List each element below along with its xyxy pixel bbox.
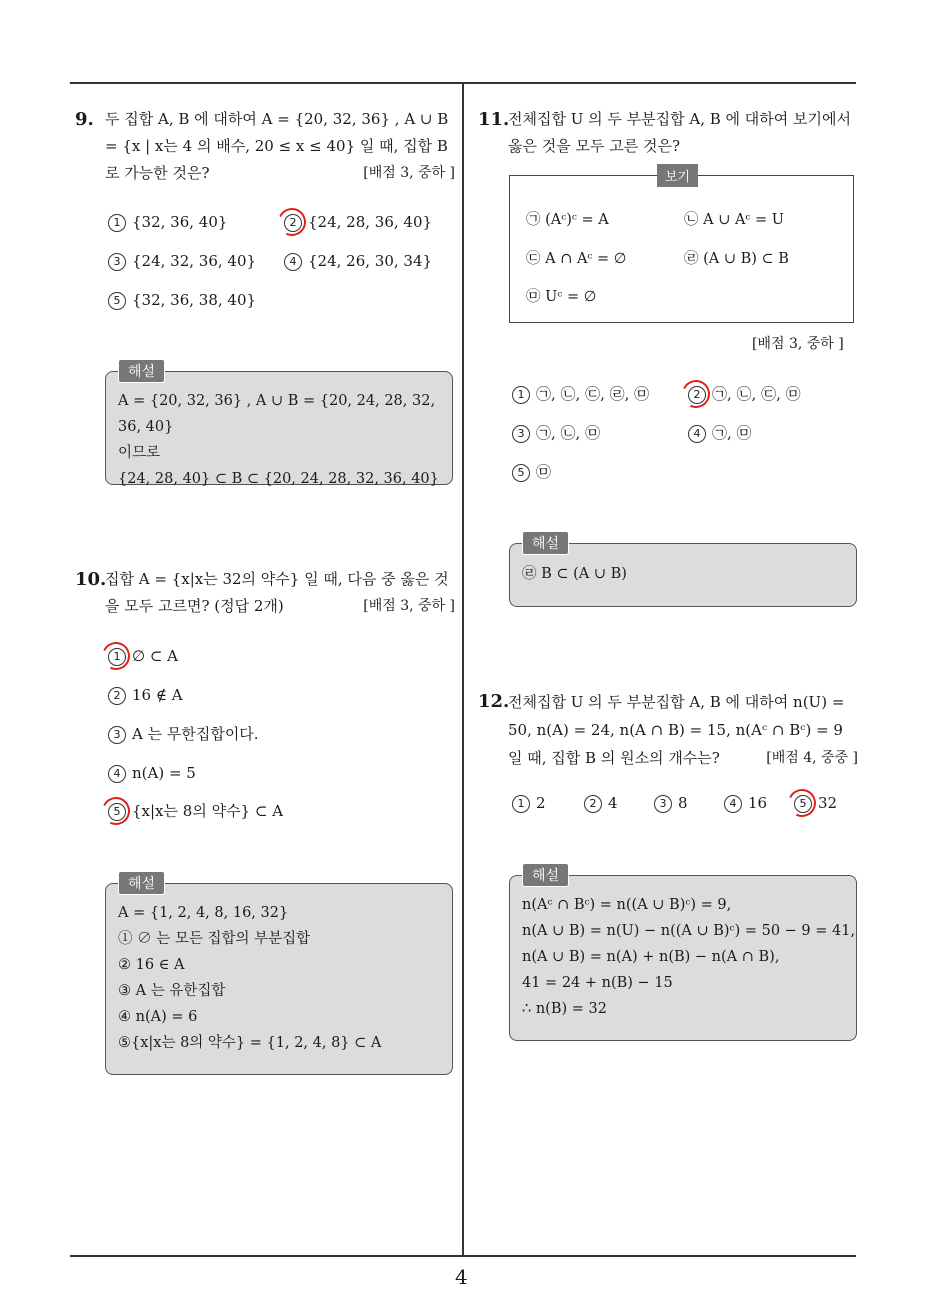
choice-text: ㉠, ㉡, ㉢, ㉤ [712, 385, 801, 403]
explanation-line: n(Aᶜ ∩ Bᶜ) = n((A ∪ B)ᶜ) = 9, [522, 897, 732, 913]
explanation-line: n(A ∪ B) = n(A) + n(B) − n(A ∩ B), [522, 949, 780, 965]
column-divider [462, 82, 464, 1256]
choice-text: 32 [818, 794, 838, 812]
bogi-box [509, 175, 854, 323]
bogi-item: ㉢ A ∩ Aᶜ = ∅ [526, 251, 627, 267]
question-12 [478, 688, 858, 772]
page-number: 4 [455, 1265, 468, 1289]
choice-text: ㉤ [536, 463, 552, 481]
choice-number-icon: 4 [108, 765, 126, 783]
choice-5[interactable] [108, 290, 256, 310]
choice-number-icon: 3 [108, 726, 126, 744]
choice-text: {x|x는 8의 약수} ⊂ A [132, 802, 284, 820]
choice-number-icon: 2 [284, 214, 302, 232]
points-label: [배점 3, 중하 ] [752, 336, 844, 352]
choice-4[interactable] [724, 793, 767, 813]
explanation-line: ① ∅ 는 모든 집합의 부분집합 [118, 931, 311, 947]
choice-text: 2 [536, 794, 546, 812]
choice-number-icon: 3 [108, 253, 126, 271]
choice-number-icon: 1 [108, 214, 126, 232]
points-label: [배점 3, 중하 ] [363, 165, 455, 181]
explanation-label: 해설 [522, 531, 569, 555]
bogi-item: ㉠ (Aᶜ)ᶜ = A [526, 212, 609, 228]
answer-mark [98, 793, 134, 829]
choice-number-icon: 1 [108, 648, 126, 666]
choice-text: ㉠, ㉡, ㉤ [536, 424, 601, 442]
choice-4[interactable] [688, 423, 752, 443]
explanation-line: ㉣ B ⊂ (A ∪ B) [522, 566, 627, 582]
choice-3[interactable] [512, 423, 600, 443]
choice-text: {24, 32, 36, 40} [132, 252, 257, 270]
explanation-label: 해설 [118, 871, 165, 895]
choice-number-icon: 4 [688, 425, 706, 443]
explanation-line: A = {1, 2, 4, 8, 16, 32} [118, 905, 289, 921]
question-10 [75, 566, 455, 620]
choice-text: 4 [608, 794, 618, 812]
choice-1[interactable] [512, 384, 649, 404]
choice-4[interactable] [284, 251, 432, 271]
question-text: 전체집합 U 의 두 부분집합 A, B 에 대하여 n(U) = 50, n(A) = 24, n(A ∩ B) = 15, n(Aᶜ ∩ Bᶜ) = 9 일 때, 집합 B 의 원소의 개수는? [508, 693, 845, 767]
choice-text: ㉠, ㉤ [712, 424, 752, 442]
explanation-line: ④ n(A) = 6 [118, 1009, 198, 1025]
explanation-line: ⑤{x|x는 8의 약수} = {1, 2, 4, 8} ⊂ A [118, 1035, 382, 1051]
explanation-line: ∴ n(B) = 32 [522, 1001, 607, 1017]
choice-text: {24, 28, 36, 40} [308, 213, 433, 231]
question-9 [75, 106, 455, 187]
choice-text: n(A) = 5 [132, 764, 196, 782]
answer-mark [678, 376, 714, 412]
explanation-line: ③ A 는 유한집합 [118, 983, 226, 999]
choice-3[interactable] [108, 251, 256, 271]
explanation-label: 해설 [522, 863, 569, 887]
explanation-line: ② 16 ∈ A [118, 957, 185, 973]
explanation-line: 이므로 [118, 445, 161, 461]
question-number: 12. [478, 691, 510, 712]
question-number: 9. [75, 109, 94, 130]
choice-2[interactable] [108, 685, 183, 705]
bogi-item: ㉣ (A ∪ B) ⊂ B [684, 251, 789, 267]
choice-5[interactable] [512, 462, 551, 482]
bogi-label: 보기 [657, 164, 698, 187]
choice-number-icon: 5 [794, 795, 812, 813]
choice-number-icon: 2 [584, 795, 602, 813]
question-text: 집합 A = {x|x는 32의 약수} 일 때, 다음 중 옳은 것을 모두 고르면? (정답 2개) [105, 570, 449, 615]
choice-3[interactable] [108, 724, 259, 744]
choice-text: ∅ ⊂ A [132, 647, 179, 665]
explanation-box [105, 883, 453, 1075]
choice-number-icon: 4 [724, 795, 742, 813]
choice-1[interactable] [108, 212, 227, 232]
choice-1[interactable] [512, 793, 546, 813]
choice-number-icon: 1 [512, 386, 530, 404]
explanation-line: 41 = 24 + n(B) − 15 [522, 975, 673, 991]
choice-4[interactable] [108, 763, 196, 783]
question-text: 두 집합 A, B 에 대하여 A = {20, 32, 36} , A ∪ B = {x | x는 4 의 배수, 20 ≤ x ≤ 40} 일 때, 집합 B 로 가능한 것은? [105, 110, 449, 182]
choice-text: 16 ∉ A [132, 686, 183, 704]
answer-mark [98, 638, 134, 674]
choice-number-icon: 3 [512, 425, 530, 443]
choice-number-icon: 2 [108, 687, 126, 705]
choice-3[interactable] [654, 793, 688, 813]
choice-text: 8 [678, 794, 688, 812]
explanation-label: 해설 [118, 359, 165, 383]
choice-text: {32, 36, 40} [132, 213, 228, 231]
choice-5[interactable] [108, 801, 283, 821]
choice-text: {32, 36, 38, 40} [132, 291, 257, 309]
explanation-line: A = {20, 32, 36} , A ∪ B = {20, 24, 28, 32, 36, 40} [118, 393, 436, 435]
question-11 [478, 106, 856, 160]
bogi-item: ㉡ A ∪ Aᶜ = U [684, 212, 785, 228]
choice-number-icon: 5 [512, 464, 530, 482]
bogi-item: ㉤ Uᶜ = ∅ [526, 289, 597, 305]
answer-mark [784, 785, 820, 821]
choice-2[interactable] [584, 793, 618, 813]
choice-number-icon: 4 [284, 253, 302, 271]
choice-number-icon: 2 [688, 386, 706, 404]
explanation-box [105, 371, 453, 485]
choice-number-icon: 1 [512, 795, 530, 813]
question-number: 10. [75, 569, 107, 590]
choice-text: 16 [748, 794, 768, 812]
question-text: 전체집합 U 의 두 부분집합 A, B 에 대하여 보기에서 옳은 것을 모두 고른 것은? [508, 110, 851, 155]
answer-mark [274, 204, 310, 240]
explanation-box [509, 875, 857, 1041]
explanation-line: n(A ∪ B) = n(U) − n((A ∪ B)ᶜ) = 50 − 9 = 41, [522, 923, 856, 939]
points-label: [배점 3, 중하 ] [363, 598, 455, 614]
explanation-line: {24, 28, 40} ⊂ B ⊂ {20, 24, 28, 32, 36, 40} [118, 471, 439, 487]
choice-number-icon: 5 [108, 803, 126, 821]
question-number: 11. [478, 109, 510, 130]
points-label: [배점 4, 중중 ] [766, 750, 858, 766]
choice-text: A 는 무한집합이다. [132, 725, 259, 743]
choice-text: ㉠, ㉡, ㉢, ㉣, ㉤ [536, 385, 650, 403]
choice-text: {24, 26, 30, 34} [308, 252, 433, 270]
choice-number-icon: 5 [108, 292, 126, 310]
choice-number-icon: 3 [654, 795, 672, 813]
